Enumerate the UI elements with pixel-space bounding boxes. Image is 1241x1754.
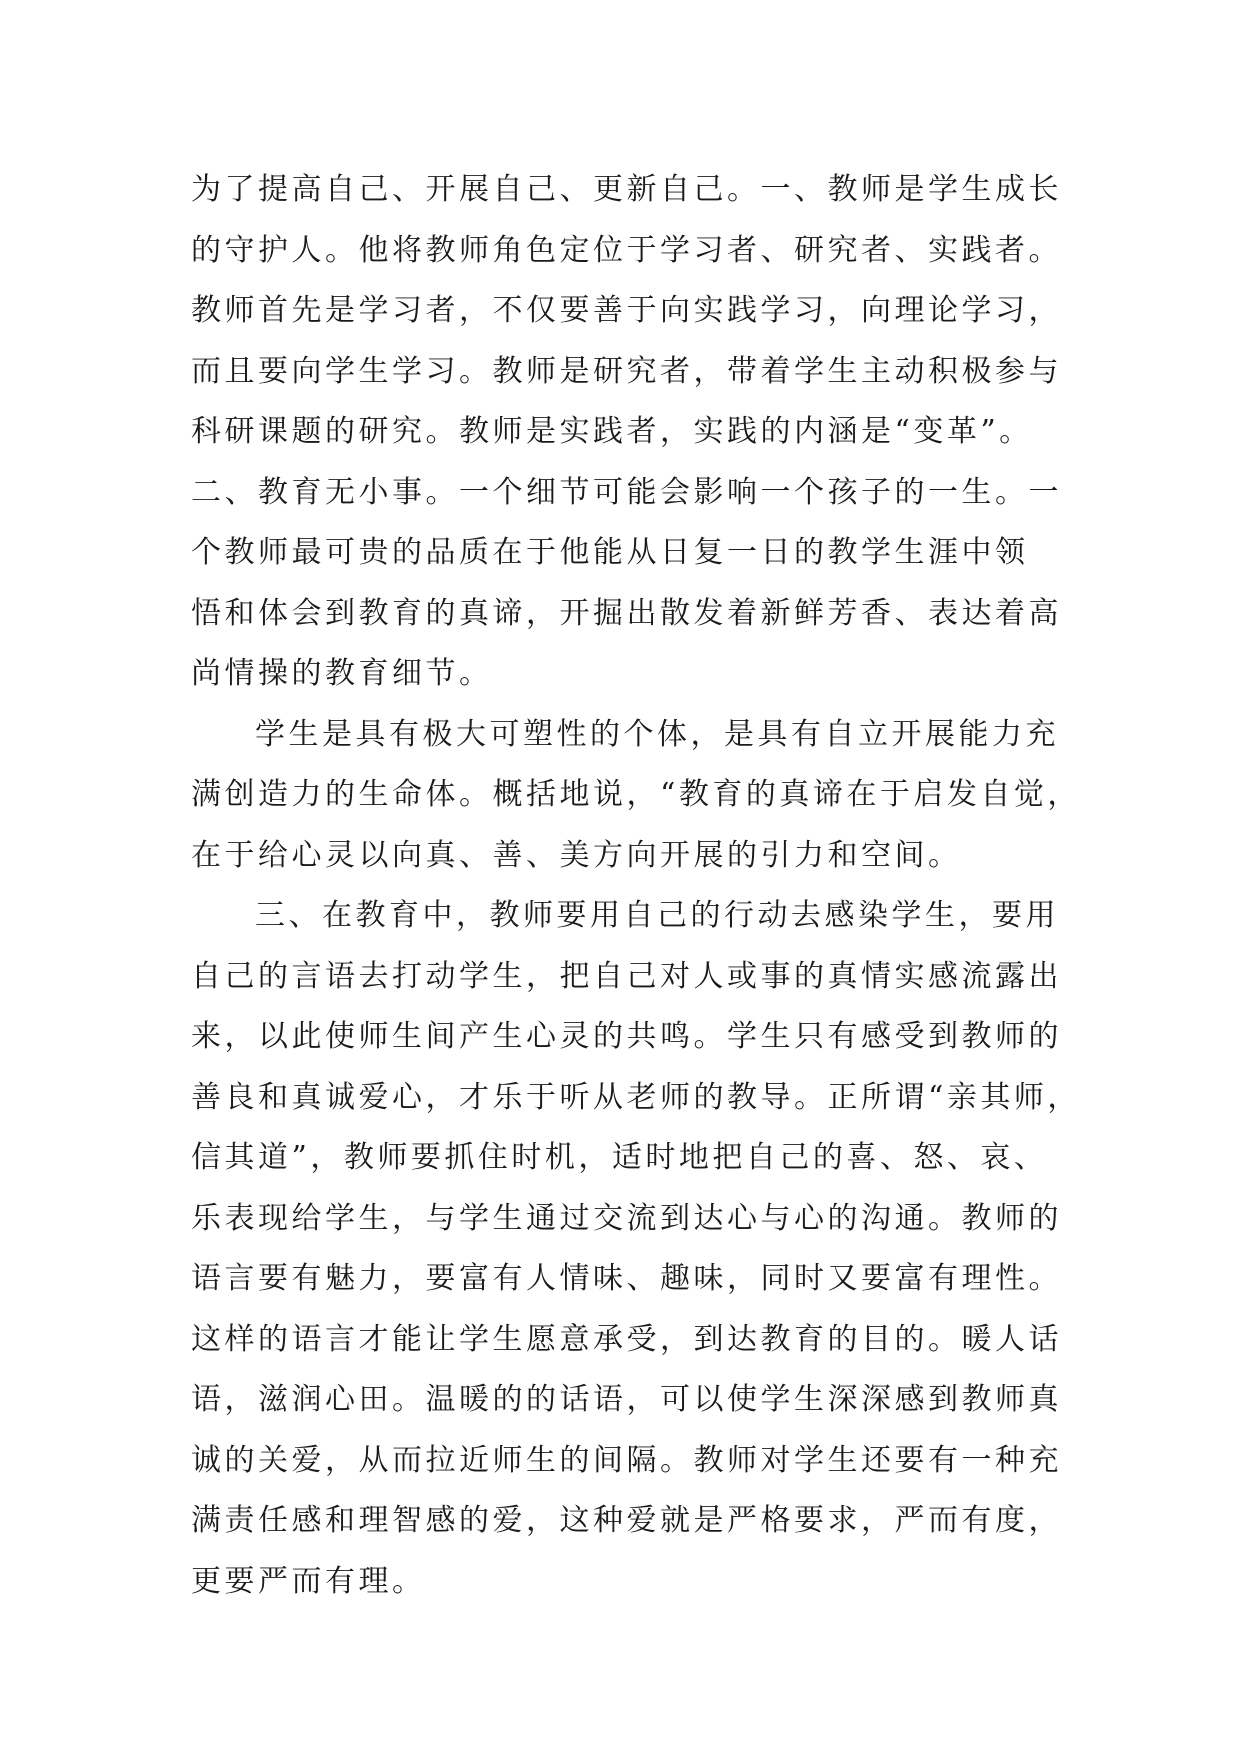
text-line: 信其道”，教师要抓住时机，适时地把自己的喜、怒、哀、 (191, 1140, 1048, 1175)
text-line: 更要严而有理。 (191, 1563, 426, 1599)
text-line: 这样的语言才能让学生愿意承受，到达教育的目的。暖人话 (191, 1321, 1062, 1357)
text-line: 自己的言语去打动学生，把自己对人或事的真情实感流露出 (191, 958, 1062, 994)
paragraph-start-line: 三、在教育中，教师要用自己的行动去感染学生，要用 (255, 898, 1059, 933)
text-line: 语，滋润心田。温暖的的话语，可以使学生深深感到教师真 (191, 1382, 1062, 1417)
text-line: 诚的关爱，从而拉近师生的间隔。教师对学生还要有一种充 (191, 1442, 1062, 1478)
text-line: 教师首先是学习者，不仅要善于向实践学习，向理论学习， (191, 293, 1062, 328)
text-line: 悟和体会到教育的真谛，开掘出散发着新鲜芳香、表达着高 (191, 595, 1062, 631)
text-line: 个教师最可贵的品质在于他能从日复一日的教学生涯中领 (191, 535, 1029, 570)
text-line: 的守护人。他将教师角色定位于学习者、研究者、实践者。 (191, 232, 1062, 268)
text-line: 为了提高自己、开展自己、更新自己。一、教师是学生成长 (191, 172, 1062, 207)
text-line: 来，以此使师生间产生心灵的共鸣。学生只有感受到教师的 (191, 1019, 1062, 1054)
text-line: 尚情操的教育细节。 (191, 656, 493, 691)
text-line: 而且要向学生学习。教师是研究者，带着学生主动积极参与 (191, 353, 1062, 389)
text-line: 二、教育无小事。一个细节可能会影响一个孩子的一生。一 (191, 474, 1062, 510)
text-line: 乐表现给学生，与学生通过交流到达心与心的沟通。教师的 (191, 1200, 1062, 1236)
text-line: 在于给心灵以向真、善、美方向开展的引力和空间。 (191, 837, 962, 873)
body-text (191, 160, 1081, 1612)
text-line: 满责任感和理智感的爱，这种爱就是严格要求，严而有度， (191, 1503, 1062, 1538)
text-line: 语言要有魅力，要富有人情味、趣味，同时又要富有理性。 (191, 1261, 1062, 1296)
text-line: 科研课题的研究。教师是实践者，实践的内涵是“变革”。 (191, 414, 1033, 449)
text-line: 善良和真诚爱心，才乐于听从老师的教导。正所谓“亲其师， (191, 1079, 1081, 1115)
text-line: 满创造力的生命体。概括地说，“教育的真谛在于启发自觉， (191, 777, 1081, 812)
paragraph-start-line: 学生是具有极大可塑性的个体，是具有自立开展能力充 (255, 716, 1059, 752)
